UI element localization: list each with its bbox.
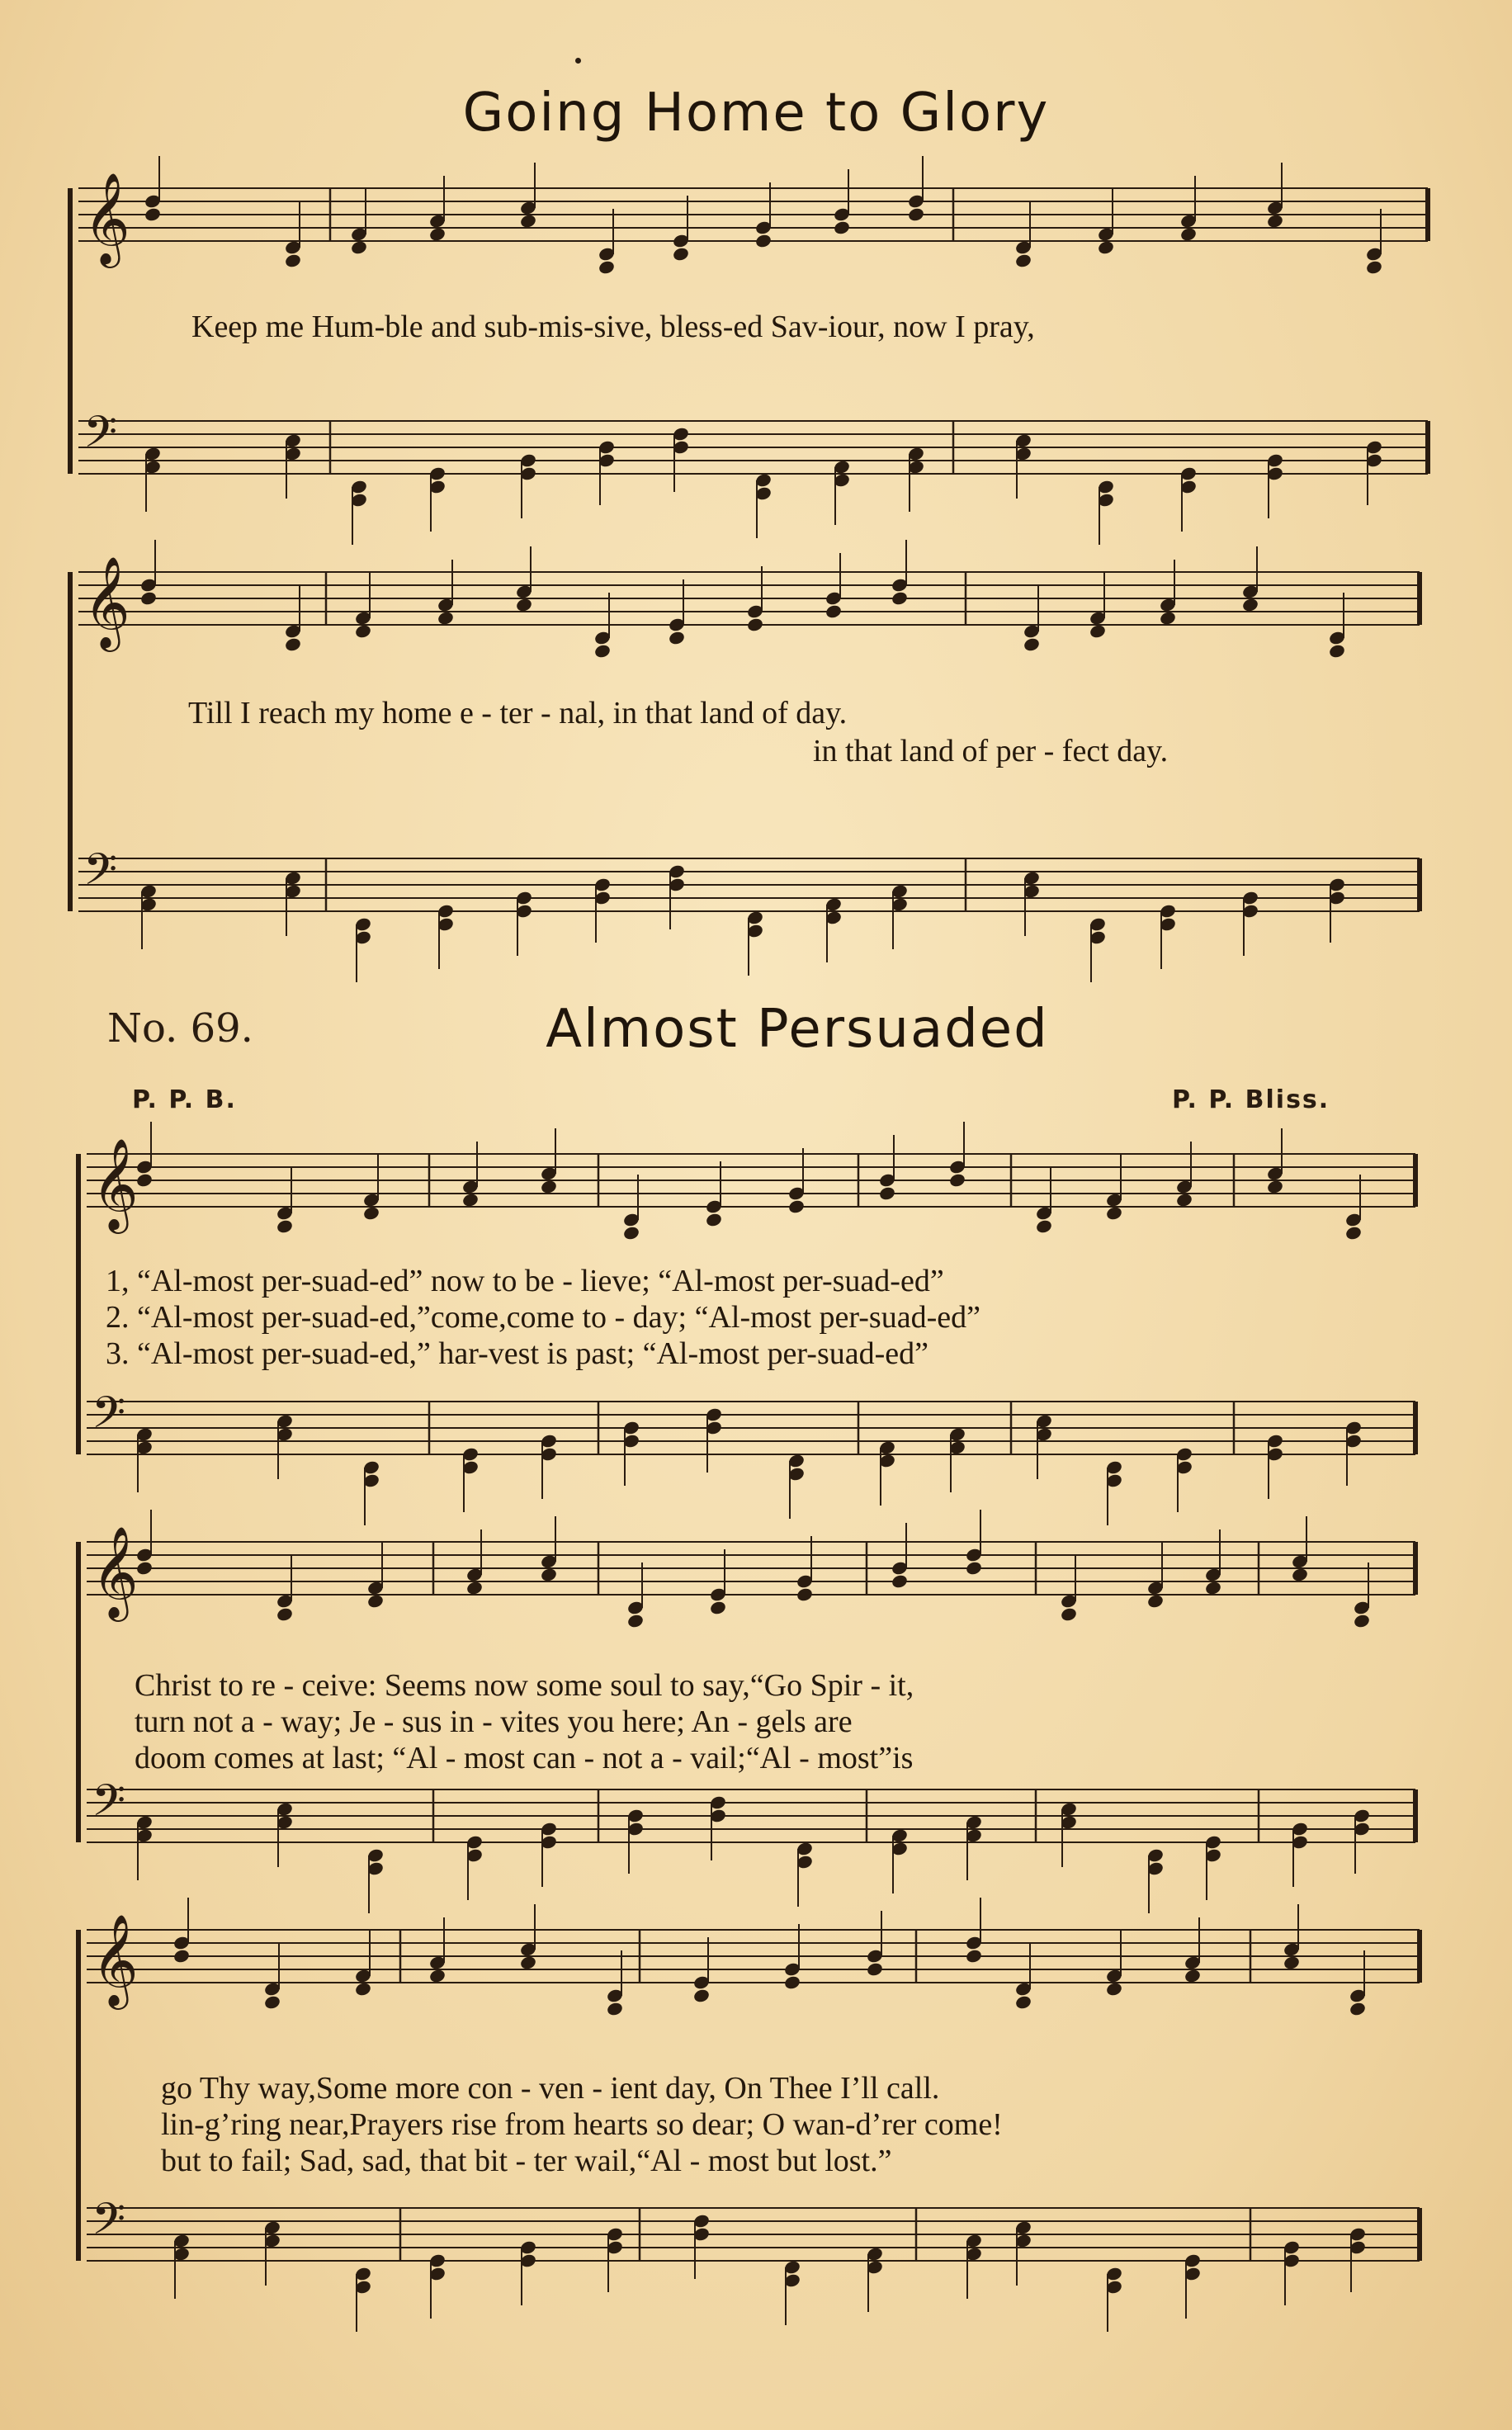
treble-staff	[87, 1510, 1415, 1629]
treble-clef-icon: 𝄞	[92, 1525, 139, 1618]
note-head	[692, 1988, 711, 2003]
note-head	[622, 1225, 640, 1241]
lyric-line: Christ to re - ceive: Seems now some soul to say,“Go Spir - it,	[135, 1668, 914, 1703]
note-head	[276, 1218, 294, 1234]
music-credit: P. P. Bliss.	[1172, 1085, 1330, 1114]
note-head	[1353, 1613, 1371, 1629]
note-head	[1328, 643, 1346, 659]
note-head	[709, 1600, 727, 1615]
hymn-title-going-home: Going Home to Glory	[462, 83, 1050, 144]
lyric-line-alt: in that land of per - fect day.	[813, 734, 1169, 768]
note-head	[598, 259, 616, 275]
note-head	[783, 1974, 801, 1990]
note-head	[1283, 1955, 1301, 1970]
note-head	[354, 623, 372, 639]
note-head	[428, 226, 447, 242]
music-system-2	[0, 557, 1512, 970]
note-head	[1184, 1968, 1202, 1983]
note-head	[965, 1948, 983, 1964]
note-head	[362, 1205, 380, 1221]
note-head	[540, 1179, 558, 1194]
note-head	[1014, 1994, 1032, 2010]
bass-clef-icon: 𝄢	[92, 1388, 126, 1449]
note-head	[354, 1981, 372, 1997]
bass-clef-icon: 𝄢	[83, 407, 118, 469]
note-head	[948, 1172, 966, 1188]
treble-clef-icon: 𝄞	[92, 1912, 139, 2006]
note-head	[519, 1955, 537, 1970]
lyric-line: 2. “Al-most per-suad-ed,”come,come to - day; “Al-most per-suad-ed”	[106, 1300, 980, 1335]
lyric-line: turn not a - way; Je - sus in - vites you here; An - gels are	[135, 1704, 853, 1739]
bass-clef-icon: 𝄢	[92, 2194, 126, 2256]
note-head	[626, 1613, 645, 1629]
lyric-line: 3. “Al-most per-suad-ed,” har-vest is past; “Al-most per-suad-ed”	[106, 1336, 928, 1371]
note-head	[787, 1198, 806, 1214]
treble-clef-icon: 𝄞	[83, 555, 130, 648]
note-head	[705, 1212, 723, 1227]
note-head	[1266, 213, 1284, 229]
note-head	[796, 1586, 814, 1602]
note-head	[366, 1593, 385, 1609]
treble-staff	[87, 1122, 1415, 1241]
note-head	[144, 206, 162, 222]
note-head	[891, 590, 909, 606]
note-head	[284, 636, 302, 652]
note-head	[1159, 610, 1177, 626]
note-head	[866, 1961, 884, 1977]
note-head	[825, 603, 843, 619]
print-speck	[575, 58, 581, 64]
lyric-line: Keep me Hum-ble and sub-mis-sive, bless-ed Sav-iour, now I pray,	[191, 310, 1035, 344]
note-head	[1175, 1192, 1193, 1208]
bass-clef-icon: 𝄢	[92, 1775, 126, 1837]
note-head	[515, 597, 533, 612]
note-head	[465, 1580, 484, 1596]
note-head	[1204, 1580, 1222, 1596]
note-head	[172, 1948, 191, 1964]
treble-clef-icon: 𝄞	[83, 171, 130, 264]
note-head	[1241, 597, 1259, 612]
note-head	[907, 206, 925, 222]
note-head	[519, 213, 537, 229]
note-head	[1105, 1205, 1123, 1221]
note-head	[746, 617, 764, 632]
note-head	[1365, 259, 1383, 275]
hymn-number: No. 69.	[107, 1005, 253, 1052]
note-head	[754, 233, 773, 248]
note-head	[1105, 1981, 1123, 1997]
note-head	[891, 1573, 909, 1589]
note-head	[1014, 253, 1032, 268]
note-head	[1060, 1606, 1078, 1622]
note-head	[437, 610, 455, 626]
lyric-line: go Thy way,Some more con - ven - ient day, On Thee I’ll call.	[161, 2071, 940, 2106]
note-head	[593, 643, 612, 659]
note-head	[263, 1994, 281, 2010]
bass-staff	[87, 1388, 1415, 1525]
note-head	[1266, 1179, 1284, 1194]
note-head	[428, 1968, 447, 1983]
hymn-title-almost-persuaded: Almost Persuaded	[546, 999, 1049, 1060]
note-head	[833, 220, 851, 235]
note-head	[1349, 2001, 1367, 2016]
note-head	[1179, 226, 1198, 242]
bass-staff	[87, 2195, 1420, 2332]
lyric-line: lin-g’ring near,Prayers rise from hearts so dear; O wan-d’rer come!	[161, 2107, 1003, 2142]
lyric-line: Till I reach my home e - ter - nal, in that land of day.	[188, 696, 848, 730]
note-head	[276, 1606, 294, 1622]
words-credit: P. P. B.	[132, 1085, 237, 1114]
note-head	[668, 630, 686, 645]
note-head	[878, 1185, 896, 1201]
note-head	[606, 2001, 624, 2016]
note-head	[139, 590, 158, 606]
bass-clef-icon: 𝄢	[83, 844, 118, 906]
note-head	[461, 1192, 480, 1208]
bass-staff	[78, 408, 1428, 545]
lyric-line: 1, “Al-most per-suad-ed” now to be - lieve; “Al-most per-suad-ed”	[106, 1264, 944, 1298]
lyric-line: but to fail; Sad, sad, that bit - ter wail,“Al - most but lost.”	[161, 2144, 892, 2178]
treble-staff	[87, 1898, 1420, 2017]
note-head	[965, 1560, 983, 1576]
note-head	[1146, 1593, 1165, 1609]
note-head	[1097, 239, 1115, 255]
treble-clef-icon: 𝄞	[92, 1137, 139, 1230]
bass-staff	[78, 845, 1420, 982]
treble-staff	[78, 156, 1428, 276]
note-head	[1344, 1225, 1363, 1241]
note-head	[284, 253, 302, 268]
note-head	[1035, 1218, 1053, 1234]
note-head	[1291, 1567, 1309, 1582]
note-head	[1023, 636, 1041, 652]
note-head	[540, 1567, 558, 1582]
note-head	[350, 239, 368, 255]
lyric-line: doom comes at last; “Al - most can - not a - vail;“Al - most”is	[135, 1741, 914, 1775]
note-head	[672, 246, 690, 262]
treble-staff	[78, 540, 1420, 660]
bass-staff	[87, 1776, 1415, 1913]
note-head	[1089, 623, 1107, 639]
